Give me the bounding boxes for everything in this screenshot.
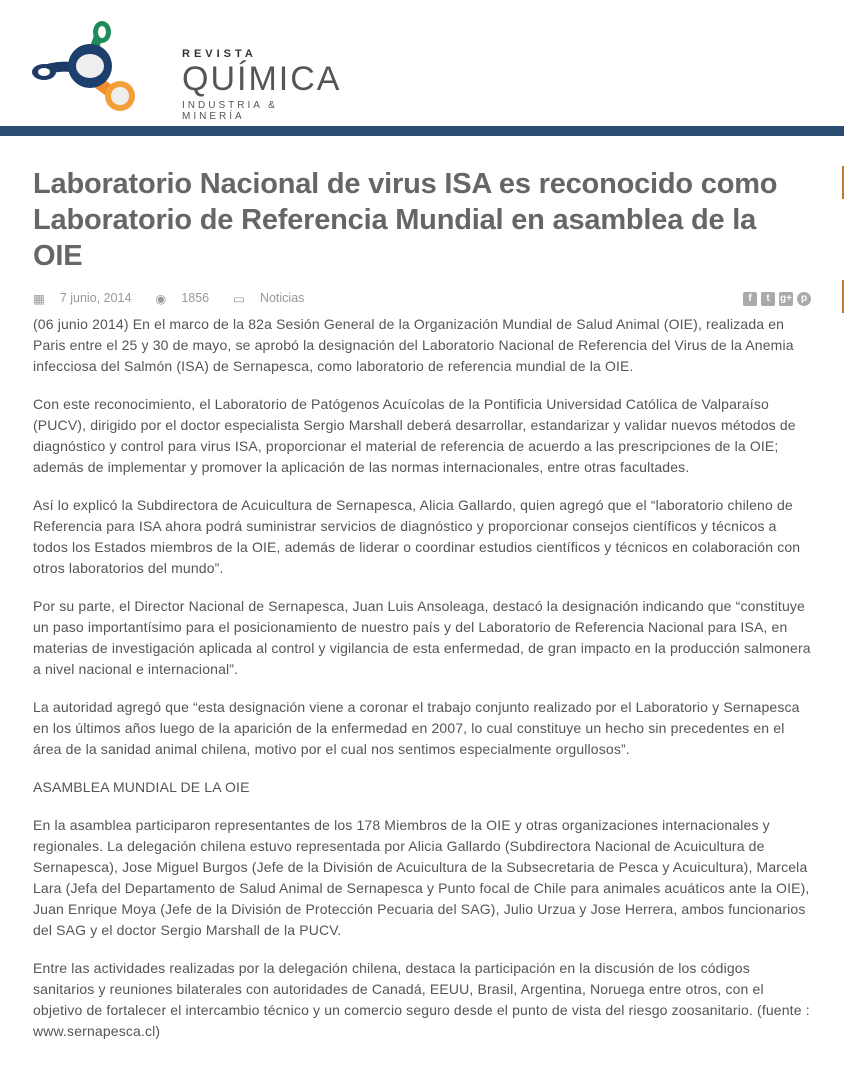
- twitter-icon[interactable]: t: [761, 292, 775, 306]
- meta-date: [33, 291, 143, 306]
- article-body: [33, 314, 811, 1042]
- paragraph: (06 junio 2014) En el marco de la 82a Sesión General de la Organización Mundial de Salud Animal (OIE), realizada en Paris entre el 25 y 30 de mayo, se aprobó la designación del Laboratorio Nacional de Referencia del Virus de la Anemia infecciosa del Salmón (ISA) de Sernapesca, como laboratorio de referencia mundial de la OIE.: [33, 316, 794, 374]
- molecule-logo-icon: [30, 20, 150, 112]
- article-meta: [33, 288, 811, 308]
- site-logo[interactable]: [30, 20, 342, 122]
- header-divider-bar: [0, 126, 844, 136]
- section-heading: ASAMBLEA MUNDIAL DE LA OIE: [33, 779, 250, 795]
- folder-icon: ▭: [233, 291, 245, 306]
- paragraph: La autoridad agregó que “esta designación viene a coronar el trabajo conjunto realizado por el Laboratorio y Sernapesca en los últimos años luego de la aparición de la enfermedad en 2007, lo cual constituye un hecho sin precedentes en el área de la sanidad animal chilena, motivo por el cual nos sentimos especialmente orgullosos”.: [33, 699, 800, 757]
- logo-revista: REVISTA: [182, 48, 257, 60]
- paragraph: Entre las actividades realizadas por la delegación chilena, destaca la participación en la discusión de los códigos sanitarios y reuniones bilaterales con autoridades de Canadá, EEUU, Brasil, Argentina, Noruega entre otros, con el objetivo de fortalecer el intercambio técnico y un comercio seguro desde el punto de vista del riesgo zoosanitario. (fuente : www.sernapesca.cl): [33, 960, 810, 1039]
- calendar-icon: ▦: [33, 291, 45, 306]
- logo-subtitle: INDUSTRIA & MINERÍA: [182, 100, 278, 122]
- logo-text: [182, 48, 341, 122]
- paragraph: Así lo explicó la Subdirectora de Acuicultura de Sernapesca, Alicia Gallardo, quien agregó que el “laboratorio chileno de Referencia para ISA ahora podrá suministrar servicios de diagnóstico y proporcionar consejos científicos y técnicos a todos los Estados miembros de la OIE, además de liderar o coordinar estudios científicos y técnicos en colaboración con otros laboratorios del mundo”.: [33, 497, 801, 576]
- article: [33, 166, 811, 1059]
- meta-category[interactable]: [233, 291, 316, 306]
- logo-quimica: QUÍMICA: [182, 60, 342, 98]
- google-plus-icon[interactable]: g+: [780, 293, 792, 304]
- article-title: Laboratorio Nacional de virus ISA es reconocido como Laboratorio de Referencia Mundial en asamblea de la OIE: [33, 168, 778, 272]
- views-count: 1856: [181, 291, 210, 305]
- paragraph: Por su parte, el Director Nacional de Sernapesca, Juan Luis Ansoleaga, destacó la designación indicando que “constituye un paso importantísimo para el posicionamiento de nuestro país y del Laboratorio de Referencia Nacional para ISA, en materias de investigación aplicada al control y vigilancia de esta enfermedad, de gran impacto en la producción salmonera a nivel nacional e internacional”.: [33, 598, 811, 677]
- paragraph: En la asamblea participaron representantes de los 178 Miembros de la OIE y otras organizaciones internacionales y regionales. La delegación chilena estuvo representada por Alicia Gallardo (Subdirectora Nacional de Acuicultura de Sernapesca), Jose Miguel Burgos (Jefe de la División de Acuicultura de la Subsecretaria de Pesca y Acuicultura), Marcela Lara (Jefa del Departamento de Salud Animal de Sernapesca y Punto focal de Chile para animales acuáticos ante la OIE), Juan Enrique Moya (Jefe de la División de Protección Pecuaria del SAG), Julio Urzua y Jose Herrera, ambos funcionarios del SAG y el doctor Sergio Marshall de la PUCV.: [33, 817, 810, 938]
- date-text: 7 junio, 2014: [59, 291, 132, 305]
- category-link[interactable]: Noticias: [259, 291, 305, 305]
- eye-icon: ◉: [155, 291, 167, 306]
- pinterest-icon[interactable]: p: [797, 292, 811, 306]
- meta-views: [155, 291, 221, 306]
- paragraph: Con este reconocimiento, el Laboratorio de Patógenos Acuícolas de la Pontificia Universidad Católica de Valparaíso (PUCV), dirigido por el doctor especialista Sergio Marshall deberá desarrollar, estandarizar y validar nuevos métodos de diagnóstico y control para virus ISA, proporcionar el material de referencia de acuerdo a las prescripciones de la OIE; además de implementar y promover la aplicación de las normas internacionales, entre otras facultades.: [33, 396, 796, 475]
- facebook-icon[interactable]: f: [743, 292, 757, 306]
- share-buttons: [743, 292, 811, 306]
- site-header: [0, 0, 844, 126]
